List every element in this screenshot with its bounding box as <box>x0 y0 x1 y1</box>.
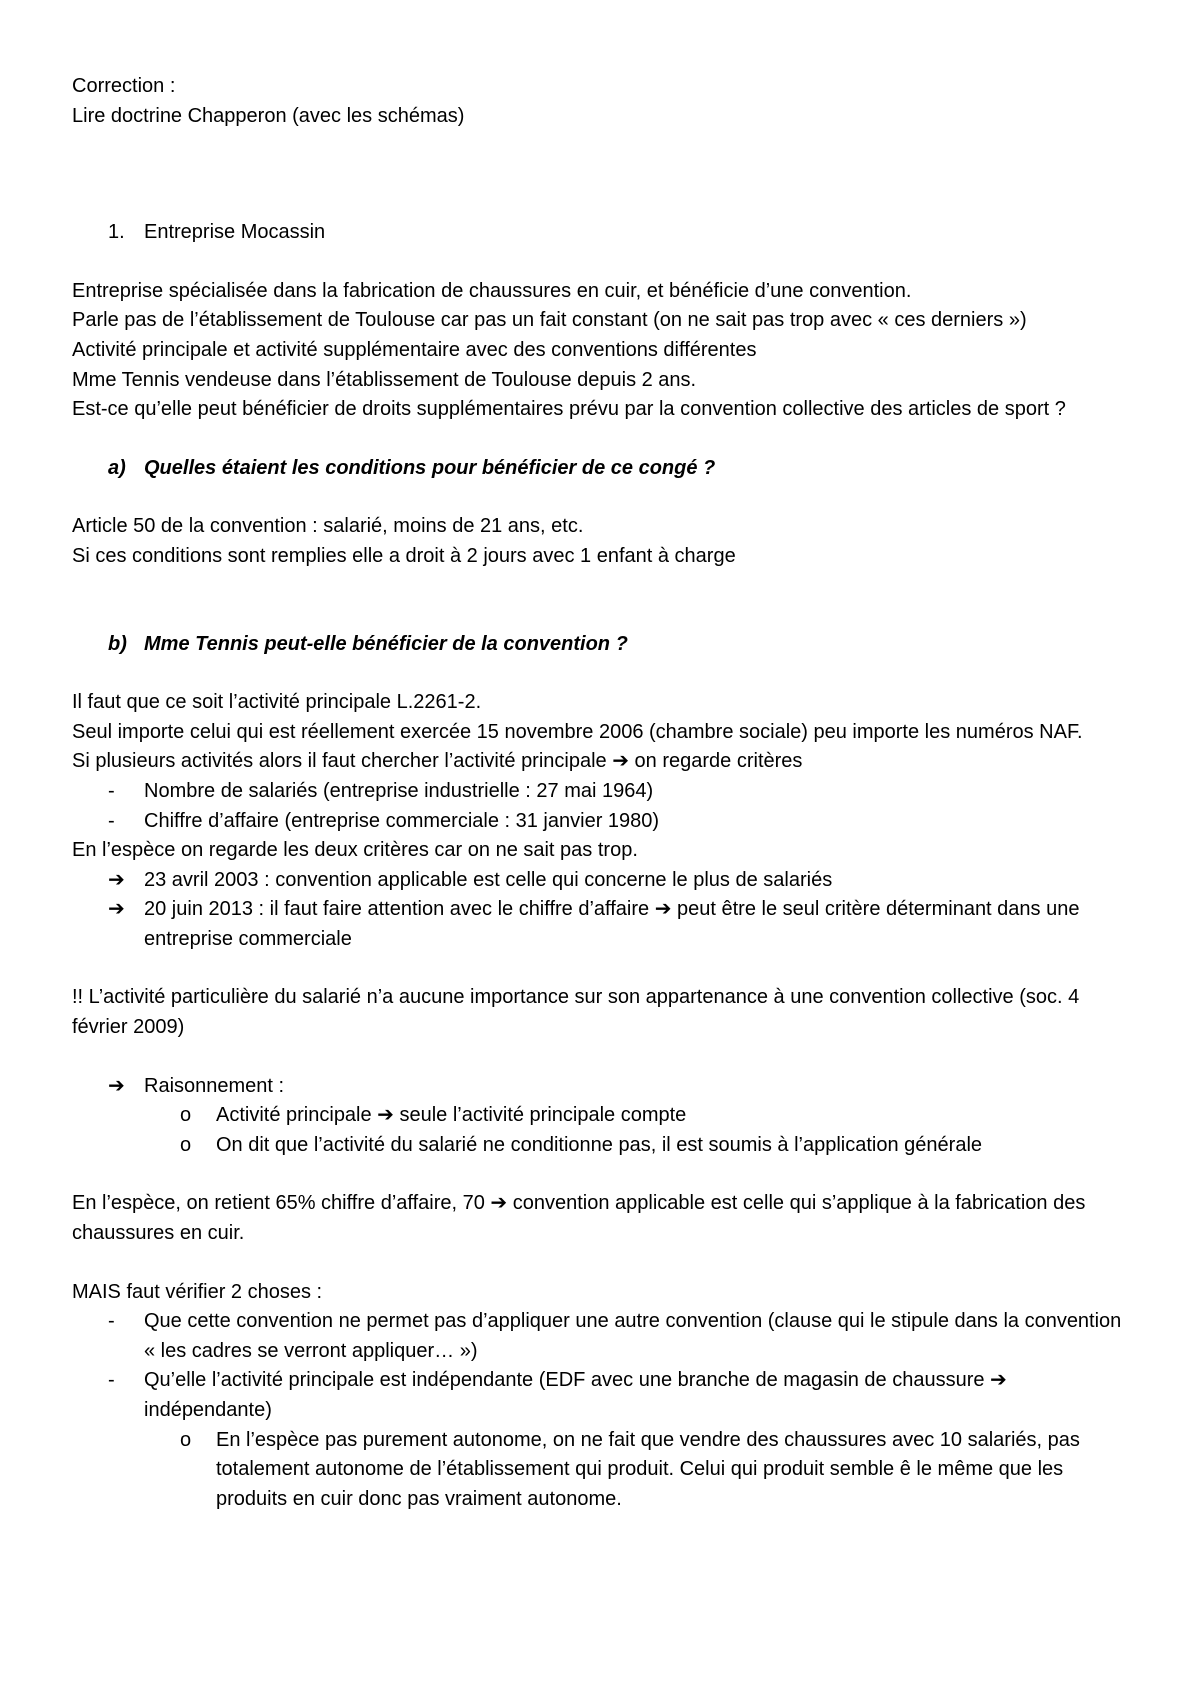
section-title: Entreprise Mocassin <box>144 221 326 244</box>
header-reading: Lire doctrine Chapperon (avec les schémas) <box>72 104 465 127</box>
list-item-text: Que cette convention ne permet pas d’appliquer une autre convention (clause qui le stipule dans la convention « les cadres se verront appliquer… ») <box>144 1310 1122 1362</box>
question-a-line: Si ces conditions sont remplies elle a droit à 2 jours avec 1 enfant à charge <box>72 544 736 567</box>
question-title: Mme Tennis peut-elle bénéficier de la convention ? <box>144 632 628 655</box>
intro-line: Mme Tennis vendeuse dans l’établissement de Toulouse depuis 2 ans. <box>72 368 697 391</box>
warning-note: !! L’activité particulière du salarié n’a aucune importance sur son appartenance à une convention collective (soc. 4 février 2009) <box>72 986 1080 1039</box>
intro-line: Parle pas de l’établissement de Toulouse car pas un fait constant (on ne sait pas trop avec « ces derniers ») <box>72 309 1027 332</box>
spacer <box>72 1249 1130 1278</box>
question-label: a) <box>108 456 126 479</box>
question-a-line: Article 50 de la convention : salarié, moins de 21 ans, etc. <box>72 515 584 538</box>
spacer <box>72 572 1130 630</box>
list-item-text: On dit que l’activité du salarié ne conditionne pas, il est soumis à l’application générale <box>216 1133 983 1156</box>
section-number: 1. <box>108 221 125 244</box>
header-correction: Correction : <box>72 75 176 97</box>
intro-line: Entreprise spécialisée dans la fabrication de chaussures en cuir, et bénéficie d’une convention. <box>72 279 912 302</box>
spacer <box>72 1043 1130 1072</box>
arrow-list-item <box>72 866 1130 896</box>
spacer <box>72 1160 1130 1189</box>
dash-list-item <box>72 1366 1130 1425</box>
list-item-text: 20 juin 2013 : il faut faire attention avec le chiffre d’affaire ➔ peut être le seul critère déterminant dans une entreprise commerciale <box>144 898 1080 950</box>
spacer <box>72 954 1130 983</box>
spacer <box>72 483 1130 512</box>
list-item-text: En l’espèce pas purement autonome, on ne fait que vendre des chaussures avec 10 salariés, pas totalement autonome de l’établissement qui produit. Celui qui produit semble ê le même que les produits en cuir donc pas vraiment autonome. <box>216 1428 1080 1510</box>
intro-line: Activité principale et activité supplémentaire avec des conventions différentes <box>72 338 757 361</box>
question-b-heading <box>72 630 1130 660</box>
dash-list-item <box>72 807 1130 837</box>
question-title: Quelles étaient les conditions pour bénéficier de ce congé ? <box>144 456 716 479</box>
list-item-text: 23 avril 2003 : convention applicable est celle qui concerne le plus de salariés <box>144 868 833 891</box>
spacer <box>72 248 1130 277</box>
circle-bullet: o <box>180 1428 192 1451</box>
circle-list-item <box>72 1101 1130 1131</box>
dash-list-item <box>72 777 1130 807</box>
list-item-text: Qu’elle l’activité principale est indépendante (EDF avec une branche de magasin de chaussure ➔ indépendante) <box>144 1369 1007 1421</box>
circle-bullet: o <box>180 1104 192 1127</box>
arrow-list-item <box>72 1072 1130 1102</box>
arrow-bullet-icon: ➔ <box>108 898 125 921</box>
question-label: b) <box>108 632 127 655</box>
spacer <box>72 659 1130 688</box>
circle-list-item <box>72 1426 1130 1515</box>
mais-label: MAIS faut vérifier 2 choses : <box>72 1280 323 1303</box>
list-item-text: Nombre de salariés (entreprise industrielle : 27 mai 1964) <box>144 779 654 802</box>
list-item-text: Chiffre d’affaire (entreprise commerciale : 31 janvier 1980) <box>144 809 660 832</box>
list-item-text: Activité principale ➔ seule l’activité principale compte <box>216 1104 687 1127</box>
arrow-list-item <box>72 895 1130 954</box>
dash-bullet: - <box>108 779 115 802</box>
spacer <box>72 131 1130 189</box>
question-b-line: Si plusieurs activités alors il faut chercher l’activité principale ➔ on regarde critères <box>72 750 803 773</box>
question-a-heading <box>72 454 1130 484</box>
circle-bullet: o <box>180 1133 192 1156</box>
raisonnement-label: Raisonnement : <box>144 1074 285 1097</box>
circle-list-item <box>72 1131 1130 1161</box>
question-b-line: Seul importe celui qui est réellement exercée 15 novembre 2006 (chambre sociale) peu importe les numéros NAF. <box>72 720 1083 743</box>
spacer <box>72 189 1130 218</box>
espece-line: En l’espèce on regarde les deux critères car on ne sait pas trop. <box>72 839 638 862</box>
dash-bullet: - <box>108 1310 115 1333</box>
intro-line: Est-ce qu’elle peut bénéficier de droits supplémentaires prévu par la convention collective des articles de sport ? <box>72 398 1066 421</box>
dash-list-item <box>72 1307 1130 1366</box>
arrow-bullet-icon: ➔ <box>108 868 125 891</box>
spacer <box>72 425 1130 454</box>
question-b-line: Il faut que ce soit l’activité principale L.2261-2. <box>72 691 482 714</box>
retient-line: En l’espèce, on retient 65% chiffre d’affaire, 70 ➔ convention applicable est celle qui s’applique à la fabrication des chaussures en cuir. <box>72 1192 1086 1245</box>
dash-bullet: - <box>108 1369 115 1392</box>
dash-bullet: - <box>108 809 115 832</box>
section-1-heading <box>72 218 1130 248</box>
arrow-bullet-icon: ➔ <box>108 1074 125 1097</box>
